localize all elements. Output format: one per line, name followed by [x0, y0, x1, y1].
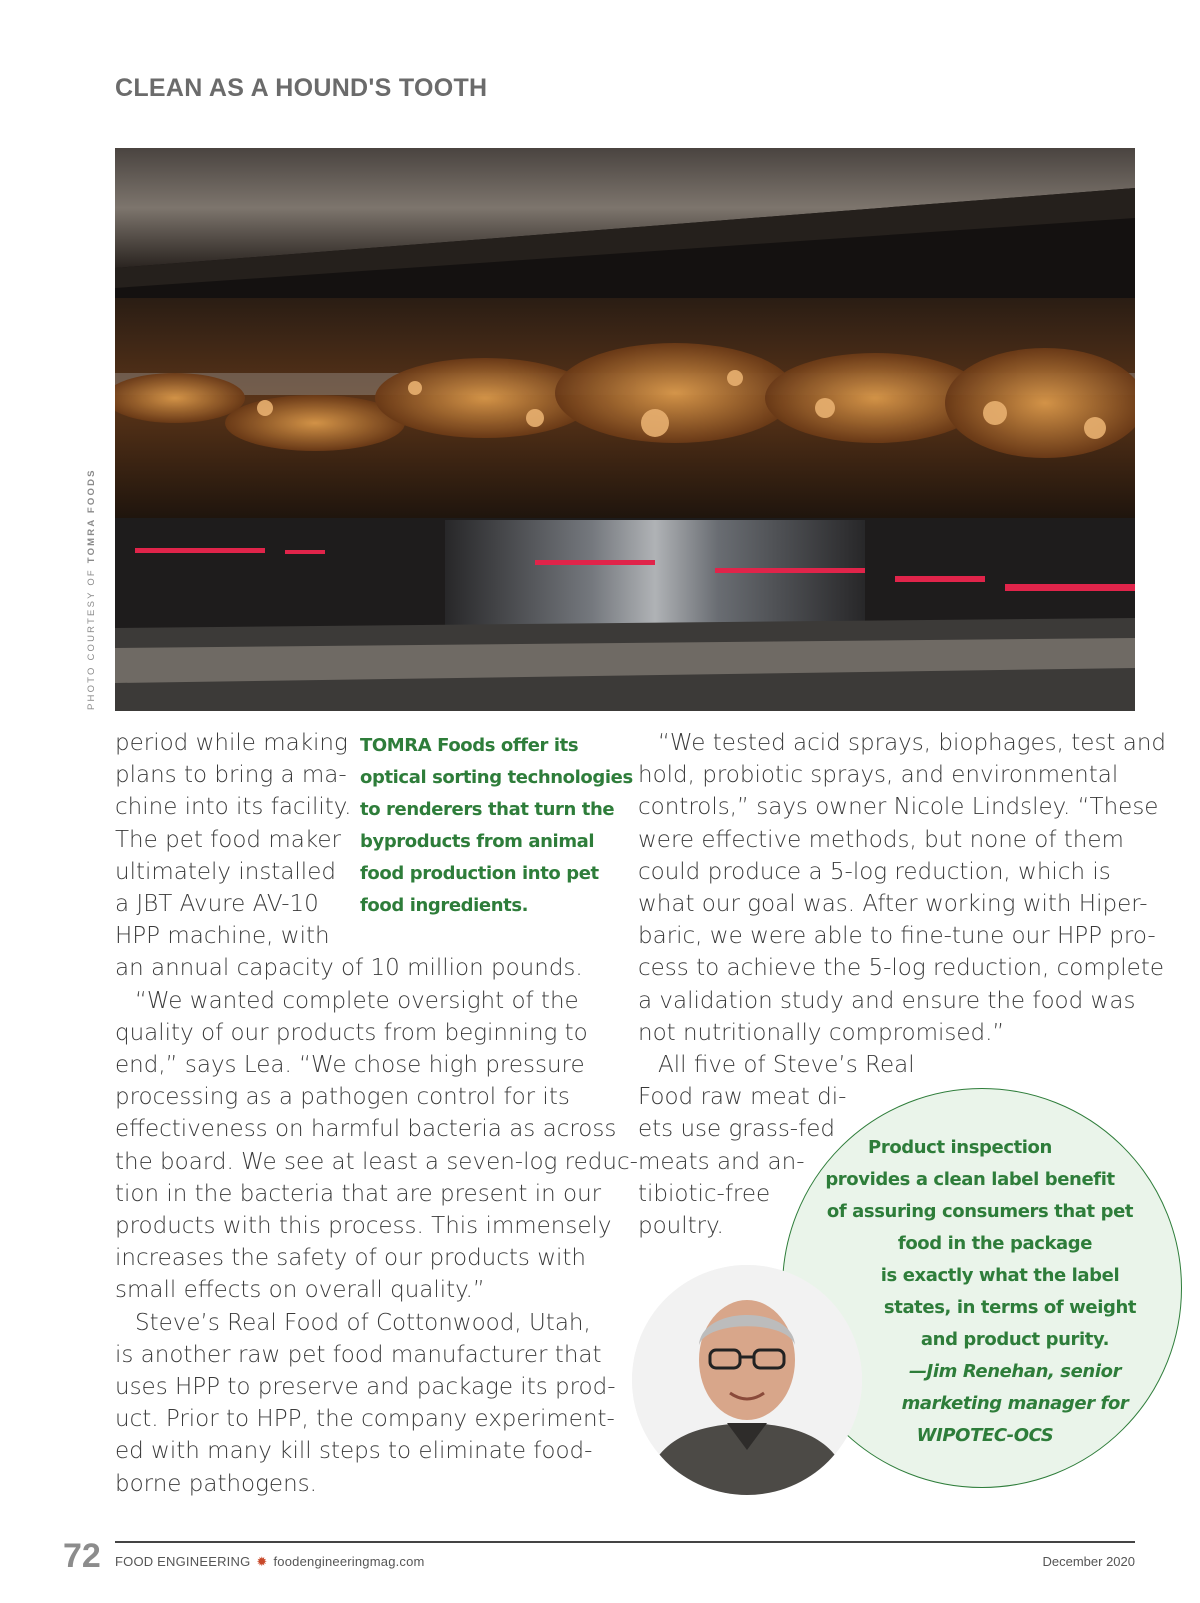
- text-line: Food raw meat di-: [638, 1084, 847, 1111]
- page-number: 72: [63, 1537, 101, 1575]
- quote-line: states, in terms of weight: [883, 1297, 1137, 1318]
- text-line: quality of our products from beginning to: [115, 1019, 588, 1046]
- text-line: end,” says Lea. “We chose high pressure: [115, 1052, 585, 1079]
- quote-attribution: WIPOTEC-OCS: [916, 1425, 1054, 1446]
- text-line: period while making: [115, 730, 348, 756]
- quote-line: provides a clean label benefit: [825, 1169, 1115, 1190]
- text-line: ets use grass-fed: [638, 1116, 835, 1143]
- caption-line: food production into pet: [360, 863, 599, 884]
- text-line: meats and an-: [638, 1148, 805, 1175]
- quote-line: of assuring consumers that pet: [826, 1201, 1134, 1222]
- photo-credit-prefix: PHOTO COURTESY OF: [86, 563, 97, 710]
- text-line: is another raw pet food manufacturer that: [115, 1341, 602, 1368]
- photo-caption: [360, 730, 633, 922]
- footer-publication: [115, 1554, 425, 1570]
- publication-website[interactable]: foodengineeringmag.com: [273, 1554, 425, 1569]
- photo-credit-name: TOMRA FOODS: [86, 468, 97, 564]
- text-line: small effects on overall quality.”: [115, 1277, 485, 1304]
- publication-name: FOOD ENGINEERING: [115, 1554, 251, 1569]
- text-line: effectiveness on harmful bacteria as across: [115, 1116, 617, 1143]
- text-line: a validation study and ensure the food was: [638, 987, 1136, 1014]
- caption-line: to renderers that turn the: [360, 799, 615, 820]
- text-line: “We wanted complete oversight of the: [135, 987, 579, 1014]
- text-line: could produce a 5-log reduction, which is: [638, 858, 1111, 885]
- text-line: processing as a pathogen control for its: [115, 1084, 570, 1111]
- text-line: plans to bring a ma-: [115, 762, 347, 789]
- text-line: an annual capacity of 10 million pounds.: [115, 955, 583, 982]
- quote-line: food in the package: [897, 1233, 1093, 1254]
- text-line: baric, we were able to fine-tune our HPP pro-: [638, 923, 1156, 950]
- text-line: controls,” says owner Nicole Lindsley. “These: [638, 794, 1159, 821]
- text-line: poultry.: [638, 1213, 724, 1240]
- text-line: hold, probiotic sprays, and environmental: [638, 762, 1119, 789]
- quote-line: Product inspection: [868, 1137, 1052, 1158]
- text-line: borne pathogens.: [115, 1470, 317, 1497]
- sorting-machine-photo: [115, 148, 1135, 711]
- text-line: products with this process. This immensely: [115, 1213, 612, 1240]
- quote-attribution: —Jim Renehan, senior: [908, 1361, 1122, 1382]
- issue-date: December 2020: [1042, 1554, 1135, 1569]
- caption-line: food ingredients.: [360, 895, 529, 916]
- text-line: uct. Prior to HPP, the company experiment-: [115, 1406, 615, 1433]
- caption-line: byproducts from animal: [360, 831, 595, 852]
- text-line: tibiotic-free: [638, 1180, 771, 1207]
- text-line: a JBT Avure AV-10: [115, 891, 319, 918]
- text-line: tion in the bacteria that are present in our: [115, 1180, 602, 1207]
- text-line: HPP machine, with: [115, 923, 330, 950]
- person-avatar: [632, 1265, 862, 1495]
- caption-line: optical sorting technologies: [360, 767, 633, 788]
- bullet-icon: ✹: [256, 1554, 268, 1569]
- text-line: not nutritionally compromised.”: [638, 1019, 1005, 1046]
- quote-line: is exactly what the label: [880, 1265, 1120, 1286]
- text-line: chine into its facility.: [115, 794, 352, 821]
- quote-attribution: marketing manager for: [901, 1393, 1129, 1414]
- quote-line: and product purity.: [920, 1329, 1110, 1350]
- text-line: ultimately installed: [115, 858, 336, 885]
- text-line: the board. We see at least a seven-log reduc-: [115, 1148, 638, 1175]
- text-line: increases the safety of our products with: [115, 1245, 587, 1272]
- footer-rule: [115, 1541, 1135, 1543]
- text-line: were effective methods, but none of them: [638, 826, 1124, 853]
- text-line: what our goal was. After working with Hiper-: [638, 891, 1148, 918]
- text-line: ed with many kill steps to eliminate food-: [115, 1438, 593, 1465]
- text-line: All five of Steve’s Real: [658, 1052, 915, 1079]
- text-line: uses HPP to preserve and package its prod-: [115, 1374, 616, 1401]
- text-line: Steve’s Real Food of Cottonwood, Utah,: [135, 1309, 591, 1336]
- photo-credit: [86, 468, 97, 710]
- text-line: “We tested acid sprays, biophages, test and: [658, 730, 1167, 756]
- text-line: cess to achieve the 5-log reduction, complete: [638, 955, 1165, 982]
- section-title: CLEAN AS A HOUND'S TOOTH: [115, 74, 488, 102]
- caption-line: TOMRA Foods offer its: [360, 735, 579, 756]
- text-line: The pet food maker: [115, 826, 341, 853]
